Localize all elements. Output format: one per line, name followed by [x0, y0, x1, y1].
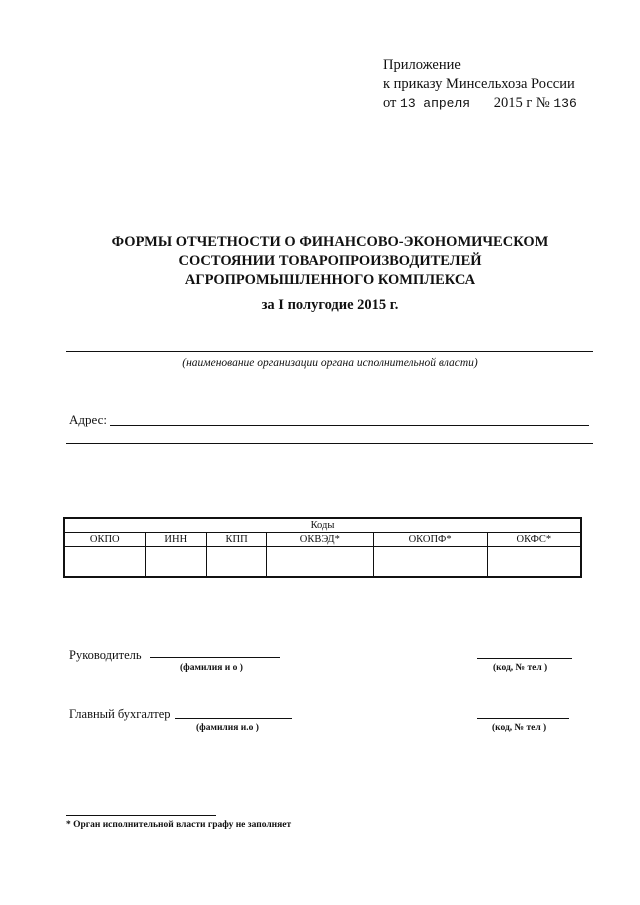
head-name-line[interactable] [150, 657, 280, 658]
code-value-inn[interactable] [145, 547, 207, 578]
organization-caption: (наименование организации органа исполнительной власти) [182, 357, 478, 369]
footnote: * Орган исполнительной власти графу не заполняет [66, 820, 292, 830]
accountant-phone-line[interactable] [477, 718, 569, 719]
codes-header-row [64, 518, 581, 533]
annex-month: апреля [423, 96, 471, 111]
head-phone-caption: (код, № тел ) [493, 663, 548, 673]
codes-columns-row [64, 533, 581, 547]
code-value-kpp[interactable] [207, 547, 267, 578]
annex-day: 13 [400, 96, 416, 111]
accountant-name-line[interactable] [175, 718, 292, 719]
address-line-2[interactable] [66, 443, 593, 444]
annex-number: 136 [553, 96, 577, 111]
reporting-period: за I полугодие 2015 г. [261, 297, 399, 313]
codes-header: Коды [64, 518, 581, 533]
head-label: Руководитель [69, 648, 142, 662]
codes-values-row [64, 547, 581, 578]
address-line-1[interactable] [110, 425, 589, 426]
code-value-okpo[interactable] [64, 547, 145, 578]
code-value-okfs[interactable] [487, 547, 581, 578]
title-line-3: АГРОПРОМЫШЛЕННОГО КОМПЛЕКСА [184, 272, 476, 288]
annex-number-sign: № [535, 95, 550, 111]
code-column-okpo: ОКПО [64, 533, 145, 547]
address-label: Адрес: [69, 412, 107, 427]
accountant-name-caption: (фамилия и.о ) [196, 723, 259, 733]
accountant-label: Главный бухгалтер [69, 707, 171, 721]
code-column-kpp: КПП [207, 533, 267, 547]
accountant-phone-caption: (код, № тел ) [492, 723, 547, 733]
document-title [60, 233, 600, 290]
codes-table [63, 517, 582, 578]
head-name-caption: (фамилия и о ) [180, 663, 243, 673]
annex-line-3 [383, 94, 577, 113]
head-phone-line[interactable] [477, 658, 572, 659]
code-value-okved[interactable] [267, 547, 373, 578]
annex-date-prefix: от [383, 95, 397, 111]
annex-line-2: к приказу Минсельхоза России [383, 76, 575, 92]
organization-name-line[interactable] [66, 351, 593, 352]
title-line-2: СОСТОЯНИИ ТОВАРОПРОИЗВОДИТЕЛЕЙ [178, 253, 482, 269]
footnote-divider [66, 815, 216, 816]
code-column-okopf: ОКОПФ* [373, 533, 487, 547]
code-column-okfs: ОКФС* [487, 533, 581, 547]
annex-year: 2015 г [493, 95, 533, 111]
code-value-okopf[interactable] [373, 547, 487, 578]
annex-line-1: Приложение [383, 57, 461, 73]
annex-block [383, 56, 577, 113]
code-column-okved: ОКВЭД* [267, 533, 373, 547]
code-column-inn: ИНН [145, 533, 207, 547]
title-line-1: ФОРМЫ ОТЧЕТНОСТИ О ФИНАНСОВО-ЭКОНОМИЧЕСКОМ [111, 234, 549, 250]
